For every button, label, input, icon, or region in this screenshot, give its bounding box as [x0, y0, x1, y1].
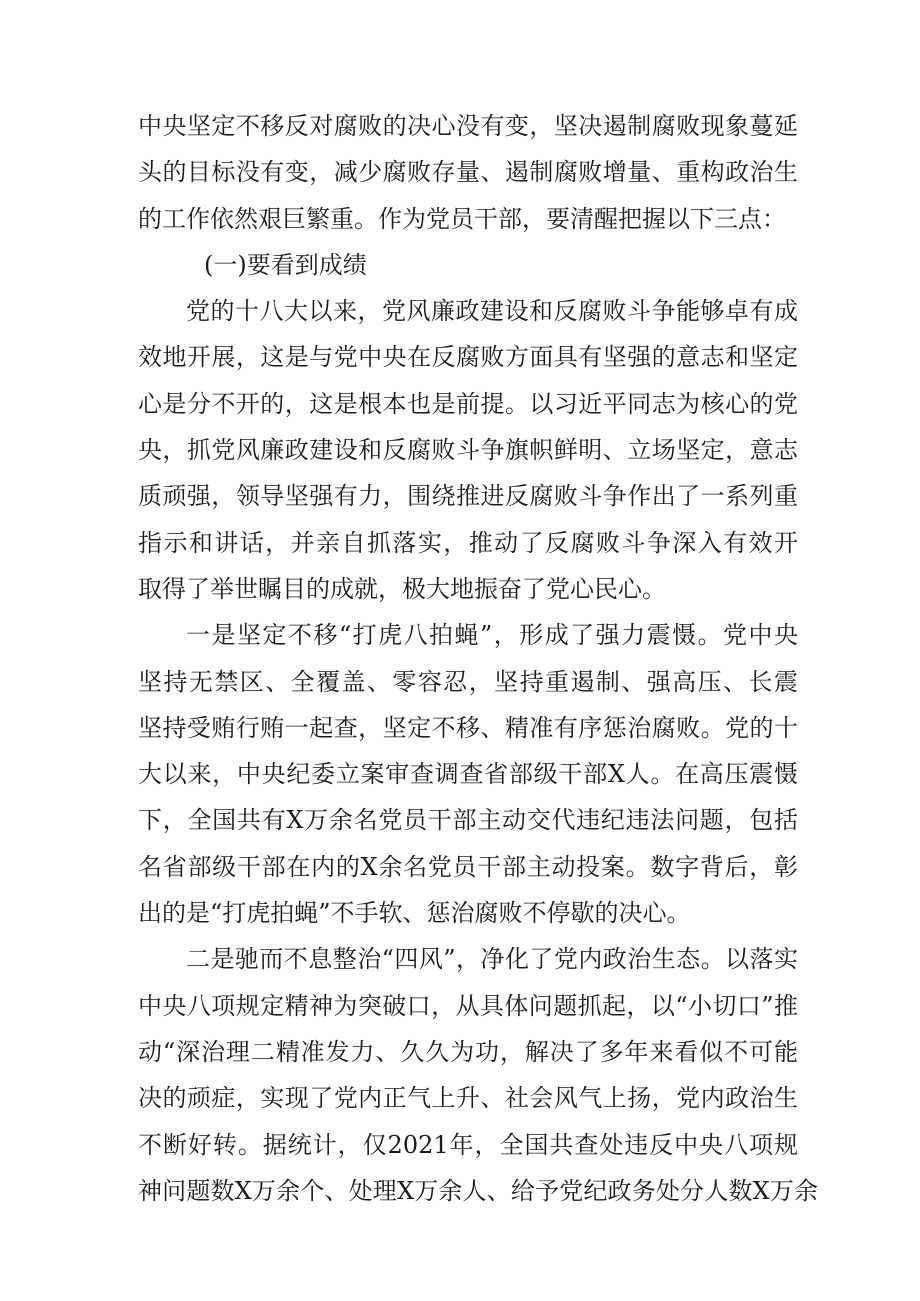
paragraph-line: 不断好转。据统计，仅2021年，全国共查处违反中央八项规: [138, 1130, 798, 1159]
paragraph-line: 取得了举世瞩目的成就，极大地振奋了党心民心。: [138, 574, 666, 603]
paragraph-line: 质顽强，领导坚强有力，围绕推进反腐败斗争作出了一系列重: [138, 482, 798, 511]
paragraph-line: 指示和讲话，并亲自抓落实，推动了反腐败斗争深入有效开: [138, 528, 798, 557]
paragraph-line: 央，抓党风廉政建设和反腐败斗争旗帜鲜明、立场坚定，意志: [138, 436, 798, 465]
paragraph-line: 中央八项规定精神为突破口，从具体问题抓起，以“小切口”推: [138, 991, 798, 1020]
intro-line: 的工作依然艰巨繁重。作为党员干部，要清醒把握以下三点：: [138, 204, 786, 233]
paragraph-line: 心是分不开的，这是根本也是前提。以习近平同志为核心的党: [138, 389, 798, 418]
paragraph-line: 党的十八大以来，党风廉政建设和反腐败斗争能够卓有成: [186, 297, 798, 326]
paragraph-line: 名省部级干部在内的X余名党员干部主动投案。数字背后，彰: [138, 852, 798, 881]
paragraph-line: 下，全国共有X万余名党员干部主动交代违纪违法问题，包括: [138, 806, 798, 835]
paragraph-line: 大以来，中央纪委立案审查调查省部级干部X人。在高压震慑: [138, 760, 798, 789]
paragraph-line: 神问题数X万余个、处理X万余人、给予党纪政务处分人数X万余: [138, 1176, 818, 1205]
intro-line: 头的目标没有变，减少腐败存量、遏制腐败增量、重构政治生: [138, 158, 798, 187]
paragraph-line: 动“深治理二精准发力、久久为功，解决了多年来看似不可能: [138, 1037, 798, 1066]
intro-line: 中央坚定不移反对腐败的决心没有变，坚决遏制腐败现象蔓延: [138, 112, 798, 140]
paragraph-line: 坚持受贿行贿一起查，坚定不移、精准有序惩治腐败。党的十: [138, 713, 798, 742]
section-heading: (一)要看到成绩: [204, 250, 367, 279]
paragraph-line: 出的是“打虎拍蝇”不手软、惩治腐败不停歇的决心。: [138, 899, 691, 928]
document-body: [138, 103, 818, 1214]
paragraph-line: 决的顽症，实现了党内正气上升、社会风气上扬，党内政治生: [138, 1084, 798, 1113]
paragraph-line: 二是驰而不息整治“四风”，净化了党内政治生态。以落实: [186, 945, 798, 974]
paragraph-line: 坚持无禁区、全覆盖、零容忍，坚持重遏制、强高压、长震: [138, 667, 798, 696]
paragraph-line: 一是坚定不移“打虎八拍蝇”，形成了强力震慑。党中央: [186, 621, 798, 650]
paragraph-line: 效地开展，这是与党中央在反腐败方面具有坚强的意志和坚定: [138, 343, 798, 372]
